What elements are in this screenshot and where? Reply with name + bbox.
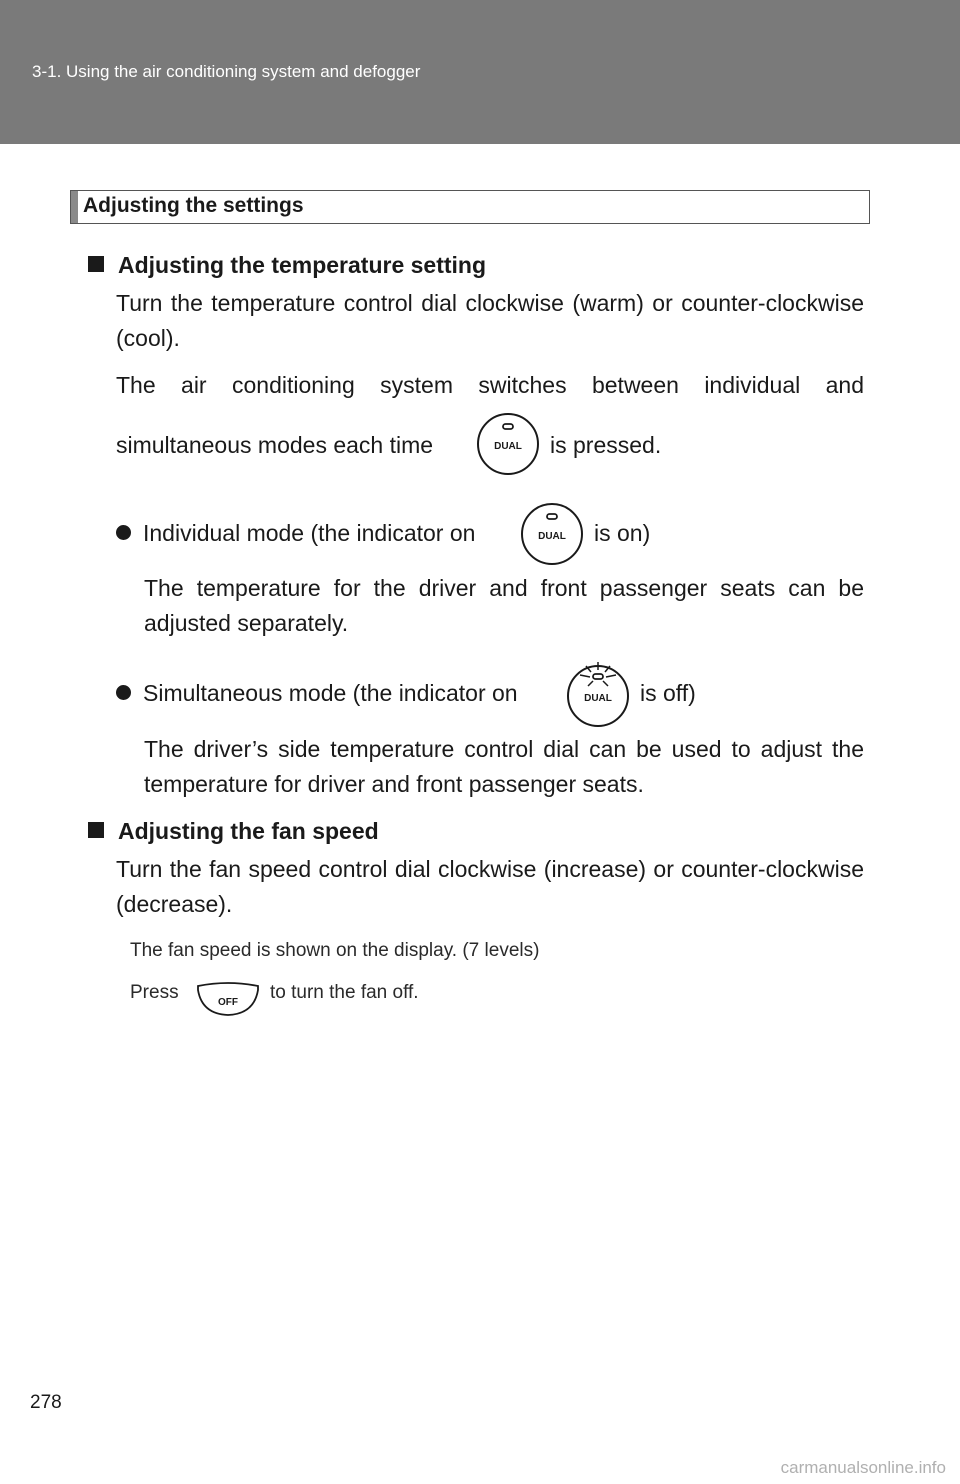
simultaneous-mode-label-end: is off) bbox=[640, 680, 696, 706]
svg-text:DUAL: DUAL bbox=[584, 693, 612, 704]
fan-speed-heading: Adjusting the fan speed bbox=[88, 818, 379, 845]
individual-mode-description: The temperature for the driver and front passenger seats can be adjusted separately. bbox=[144, 575, 864, 636]
fan-speed-instruction: Turn the fan speed control dial clockwise (increase) or counter-clockwise (decrease). bbox=[116, 856, 864, 917]
individual-mode-label: Individual mode (the indicator on bbox=[116, 520, 475, 547]
svg-text:DUAL: DUAL bbox=[538, 531, 566, 542]
page-number: 278 bbox=[30, 1392, 62, 1413]
off-button-icon bbox=[196, 982, 260, 1018]
svg-text:DUAL: DUAL bbox=[494, 441, 522, 452]
temperature-heading: Adjusting the temperature setting bbox=[88, 252, 486, 279]
chapter-title: 3-1. Using the air conditioning system and defogger bbox=[32, 62, 421, 81]
individual-mode-label-end: is on) bbox=[594, 520, 651, 546]
dual-button-indicator-off-icon bbox=[564, 660, 632, 728]
section-heading-box bbox=[70, 190, 870, 224]
round-bullet-icon bbox=[116, 685, 131, 700]
dual-button-icon bbox=[476, 412, 540, 476]
square-bullet-icon bbox=[88, 822, 104, 838]
round-bullet-icon bbox=[116, 525, 131, 540]
page-header bbox=[0, 0, 960, 144]
fan-off-note-start: Press bbox=[130, 982, 179, 1003]
temperature-instruction: Turn the temperature control dial clockwise (warm) or counter-clockwise (cool). bbox=[116, 290, 864, 351]
svg-text:OFF: OFF bbox=[218, 997, 238, 1008]
mode-switch-line-2-end: is pressed. bbox=[550, 432, 662, 458]
dual-button-indicator-on-icon bbox=[520, 502, 584, 566]
section-heading-bar bbox=[71, 191, 78, 223]
fan-speed-display-note: The fan speed is shown on the display. (7 levels) bbox=[130, 940, 540, 961]
simultaneous-mode-description: The driver’s side temperature control dial can be used to adjust the temperature for driver and front passenger seats. bbox=[144, 736, 864, 797]
fan-off-note-end: to turn the fan off. bbox=[270, 982, 419, 1003]
square-bullet-icon bbox=[88, 256, 104, 272]
simultaneous-mode-label: Simultaneous mode (the indicator on bbox=[116, 680, 518, 707]
watermark: carmanualsonline.info bbox=[780, 1458, 946, 1477]
mode-switch-line-1: The air conditioning system switches between individual and bbox=[116, 372, 864, 398]
section-title: Adjusting the settings bbox=[83, 194, 304, 217]
mode-switch-line-2-start: simultaneous modes each time bbox=[116, 432, 434, 458]
